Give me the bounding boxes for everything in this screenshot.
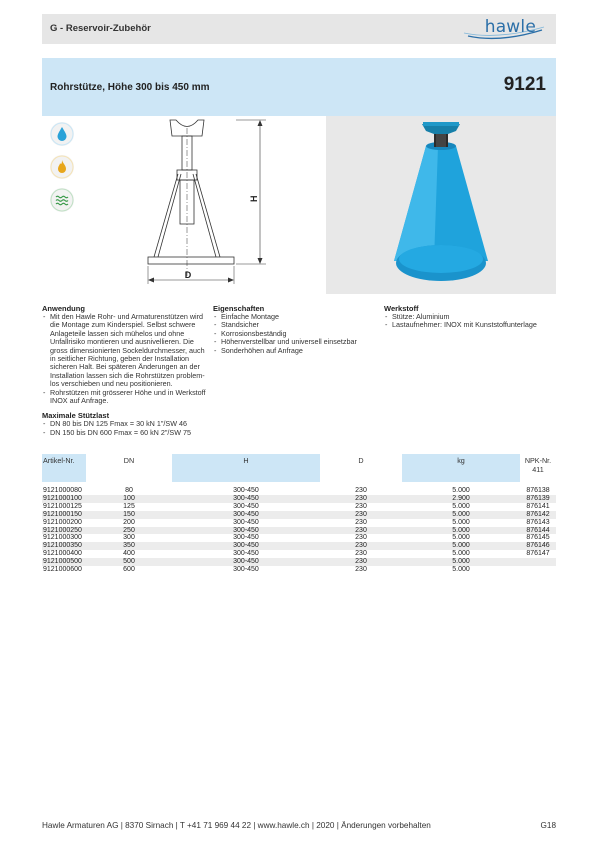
- cell-h: 300-450: [233, 550, 259, 558]
- table-row: [42, 558, 556, 566]
- cell-h: 300-450: [172, 558, 320, 566]
- cell-d: 230: [355, 534, 367, 542]
- cell-d: 230: [320, 558, 402, 566]
- section-header-bar: [42, 14, 556, 44]
- cell-artikel: 9121000150: [42, 511, 86, 519]
- cell-artikel: 9121000250: [42, 527, 86, 535]
- cell-kg: 5.000: [452, 502, 470, 510]
- cell-artikel: 9121000125: [43, 502, 82, 510]
- cell-kg: 5.000: [452, 534, 470, 542]
- cell-d: 230: [355, 518, 367, 526]
- npk-number: 411: [532, 465, 544, 474]
- column-header-npk: [520, 454, 556, 482]
- cell-artikel: 9121000500: [42, 558, 86, 566]
- table-row: [42, 527, 556, 535]
- cell-npk: 876141: [526, 502, 550, 510]
- product-photo: [326, 116, 556, 294]
- product-title: Rohrstütze, Höhe 300 bis 450 mm: [50, 82, 210, 93]
- cell-h: 300-450: [233, 518, 259, 526]
- cell-dn: 500: [86, 558, 172, 566]
- column-header-h: H: [172, 454, 320, 482]
- cell-npk: [520, 566, 556, 574]
- eigenschaften-heading: Eigenschaften: [213, 304, 265, 313]
- column-header-artikel: Artikel-Nr.: [42, 454, 86, 482]
- flame-icon: [50, 155, 74, 179]
- logo-text: hawle: [484, 17, 536, 37]
- dimension-label-h: H: [249, 195, 259, 202]
- cell-h: 300-450: [172, 511, 320, 519]
- cell-artikel: 9121000300: [43, 534, 82, 542]
- cell-d: 230: [320, 495, 402, 503]
- section-title: G - Reservoir-Zubehör: [50, 23, 151, 34]
- cell-npk: 876146: [520, 542, 556, 550]
- cell-h: 300-450: [172, 527, 320, 535]
- anwendung-section: [42, 304, 210, 437]
- cell-dn: 125: [123, 502, 135, 510]
- list-item: - Sonderhöhen auf Anfrage: [213, 347, 378, 355]
- cell-d: 230: [355, 550, 367, 558]
- cell-artikel: 9121000200: [43, 518, 82, 526]
- cell-kg: 5.000: [452, 550, 470, 558]
- cell-artikel: 9121000600: [43, 566, 82, 574]
- cell-dn: 80: [125, 487, 133, 494]
- footer-text: Hawle Armaturen AG | 8370 Sirnach | T +41 71 969 44 22 | www.hawle.ch | 2020 | Änderungen vorbehalten: [42, 821, 431, 830]
- hawle-logo: [460, 16, 550, 42]
- list-item: - Höhenverstellbar und universell einsetzbar: [213, 338, 378, 346]
- cell-d: 230: [320, 511, 402, 519]
- list-item: - Mit den Hawle Rohr- und Armaturenstützen wird die Montage zum Kinderspiel. Selbst schwere Anlageteile lassen sich mühelos und ohne Unfallrisiko montieren und ausnivellieren. Die gross dimensionierten Sockeldurchmesser, auch in seitlicher Richtung, geben der Installation sicheren Halt. Bei späteren Änderungen an der Installation lassen sich die Rohrstützen problem-los verschieben und neu positionieren.: [42, 313, 210, 389]
- cell-artikel: 9121000100: [42, 495, 86, 503]
- cell-kg: 5.000: [402, 527, 520, 535]
- list-item: - Standsicher: [213, 321, 378, 329]
- cell-h: 300-450: [233, 534, 259, 542]
- list-item: - DN 150 bis DN 600 Fmax = 60 kN 2"/SW 75: [42, 429, 210, 437]
- cell-npk: [520, 558, 556, 566]
- column-header-dn: DN: [86, 454, 172, 482]
- list-item: - Rohrstützen mit grösserer Höhe und in Werkstoff INOX auf Anfrage.: [42, 389, 210, 406]
- article-table: [42, 454, 556, 574]
- table-row: [42, 511, 556, 519]
- page-number: G18: [540, 821, 556, 830]
- cell-h: 300-450: [172, 495, 320, 503]
- cell-npk: 876144: [520, 527, 556, 535]
- cell-npk: 876142: [520, 511, 556, 519]
- cell-d: 230: [355, 487, 367, 494]
- list-item: - DN 80 bis DN 125 Fmax = 30 kN 1"/SW 46: [42, 420, 210, 428]
- cell-npk: 876138: [526, 487, 550, 494]
- anwendung-heading: Anwendung: [42, 304, 85, 313]
- table-row: [42, 487, 556, 495]
- cell-dn: 200: [123, 518, 135, 526]
- cell-artikel: 9121000080: [43, 487, 82, 494]
- water-drop-icon: [50, 122, 74, 146]
- cell-dn: 400: [123, 550, 135, 558]
- product-number: 9121: [503, 74, 546, 95]
- cell-kg: 5.000: [402, 558, 520, 566]
- table-row: [42, 550, 556, 558]
- table-row: [42, 503, 556, 511]
- cell-artikel: 9121000400: [43, 550, 82, 558]
- cell-d: 230: [355, 502, 367, 510]
- eigenschaften-section: [213, 304, 378, 355]
- dimension-label-d: D: [184, 270, 192, 280]
- cell-d: 230: [320, 542, 402, 550]
- stuetzlast-heading: Maximale Stützlast: [42, 411, 110, 421]
- cell-dn: 250: [86, 527, 172, 535]
- werkstoff-heading: Werkstoff: [384, 304, 419, 313]
- cell-kg: 5.000: [452, 518, 470, 526]
- cell-dn: 100: [86, 495, 172, 503]
- list-item: - Korrosionsbeständig: [213, 330, 378, 338]
- cell-h: 300-450: [233, 566, 259, 574]
- cell-artikel: 9121000350: [42, 542, 86, 550]
- cell-npk: 876145: [526, 534, 550, 542]
- npk-label: NPK-Nr.: [524, 456, 552, 465]
- cell-h: 300-450: [233, 487, 259, 494]
- cell-d: 230: [320, 527, 402, 535]
- cell-kg: 5.000: [402, 511, 520, 519]
- technical-drawing: [140, 116, 280, 294]
- cell-kg: 5.000: [452, 566, 470, 574]
- cell-dn: 600: [123, 566, 135, 574]
- product-title-bar: [42, 58, 556, 116]
- column-header-d: D: [320, 454, 402, 482]
- cell-kg: 5.000: [402, 542, 520, 550]
- table-row: [42, 542, 556, 550]
- cell-npk: 876143: [526, 518, 550, 526]
- waves-icon: [50, 188, 74, 212]
- table-row: [42, 534, 556, 542]
- cell-npk: 876147: [526, 550, 550, 558]
- cell-h: 300-450: [233, 502, 259, 510]
- cell-dn: 300: [123, 534, 135, 542]
- cell-dn: 150: [86, 511, 172, 519]
- list-item: - Stütze: Aluminium: [384, 313, 556, 321]
- list-item: - Einfache Montage: [213, 313, 378, 321]
- cell-npk: 876139: [520, 495, 556, 503]
- cell-kg: 5.000: [452, 487, 470, 494]
- list-item: - Lastaufnehmer: INOX mit Kunststoffunterlage: [384, 321, 556, 329]
- cell-h: 300-450: [172, 542, 320, 550]
- cell-dn: 350: [86, 542, 172, 550]
- werkstoff-section: [384, 304, 556, 330]
- table-row: [42, 566, 556, 574]
- column-header-kg: kg: [402, 454, 520, 482]
- cell-kg: 2.900: [402, 495, 520, 503]
- table-row: [42, 519, 556, 527]
- cell-d: 230: [355, 566, 367, 574]
- table-row: [42, 495, 556, 503]
